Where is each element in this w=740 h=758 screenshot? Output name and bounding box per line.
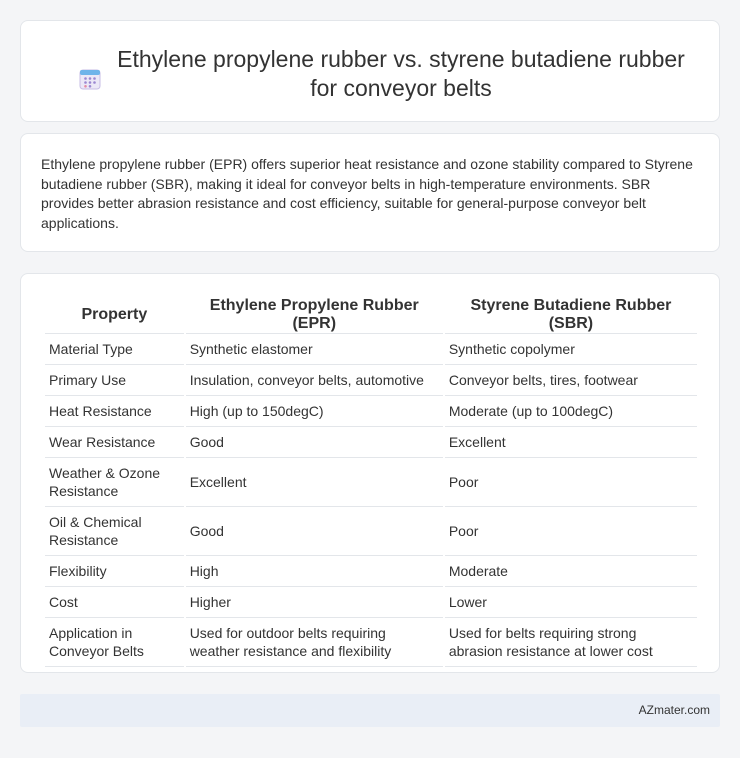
row-property: Application in Conveyor Belts [45, 618, 184, 667]
row-property: Primary Use [45, 365, 184, 396]
row-epr-value: High (up to 150degC) [186, 396, 443, 427]
table-row [45, 396, 697, 427]
row-property: Material Type [45, 334, 184, 365]
row-epr-value: Higher [186, 587, 443, 618]
row-property: Weather & Ozone Resistance [45, 458, 184, 507]
comparison-table [43, 291, 699, 667]
page-title: Ethylene propylene rubber vs. styrene butadiene rubber for conveyor belts [117, 46, 685, 101]
row-property: Cost [45, 587, 184, 618]
row-sbr-value: Poor [445, 507, 697, 556]
row-property: Wear Resistance [45, 427, 184, 458]
summary-card [20, 133, 720, 252]
table-row [45, 587, 697, 618]
footer-site-link[interactable]: AZmater.com [638, 703, 710, 717]
row-sbr-value: Lower [445, 587, 697, 618]
table-row [45, 334, 697, 365]
row-sbr-value: Used for belts requiring strong abrasion resistance at lower cost [445, 618, 697, 667]
header-property: Property [45, 291, 184, 334]
table-header-row [45, 291, 697, 334]
calendar-icon [79, 68, 101, 90]
row-epr-value: Excellent [186, 458, 443, 507]
header-sbr: Styrene Butadiene Rubber (SBR) [445, 291, 697, 334]
row-sbr-value: Moderate (up to 100degC) [445, 396, 697, 427]
comparison-table-card [20, 273, 720, 673]
row-property: Oil & Chemical Resistance [45, 507, 184, 556]
table-row [45, 556, 697, 587]
row-property: Flexibility [45, 556, 184, 587]
row-epr-value: Good [186, 427, 443, 458]
row-sbr-value: Conveyor belts, tires, footwear [445, 365, 697, 396]
table-row [45, 365, 697, 396]
row-sbr-value: Moderate [445, 556, 697, 587]
title-card [20, 20, 720, 122]
row-epr-value: High [186, 556, 443, 587]
header-epr: Ethylene Propylene Rubber (EPR) [186, 291, 443, 334]
row-sbr-value: Poor [445, 458, 697, 507]
table-row [45, 618, 697, 667]
row-epr-value: Insulation, conveyor belts, automotive [186, 365, 443, 396]
row-sbr-value: Excellent [445, 427, 697, 458]
row-property: Heat Resistance [45, 396, 184, 427]
row-sbr-value: Synthetic copolymer [445, 334, 697, 365]
row-epr-value: Used for outdoor belts requiring weather resistance and flexibility [186, 618, 443, 667]
table-row [45, 507, 697, 556]
table-row [45, 427, 697, 458]
footer-bar [20, 694, 720, 727]
summary-text: Ethylene propylene rubber (EPR) offers superior heat resistance and ozone stability compared to Styrene butadiene rubber (SBR), making it ideal for conveyor belts in high-temperature environments. SBR provides better abrasion resistance and cost efficiency, suitable for general-purpose conveyor belt applications. [41, 156, 693, 231]
row-epr-value: Good [186, 507, 443, 556]
table-row [45, 458, 697, 507]
row-epr-value: Synthetic elastomer [186, 334, 443, 365]
